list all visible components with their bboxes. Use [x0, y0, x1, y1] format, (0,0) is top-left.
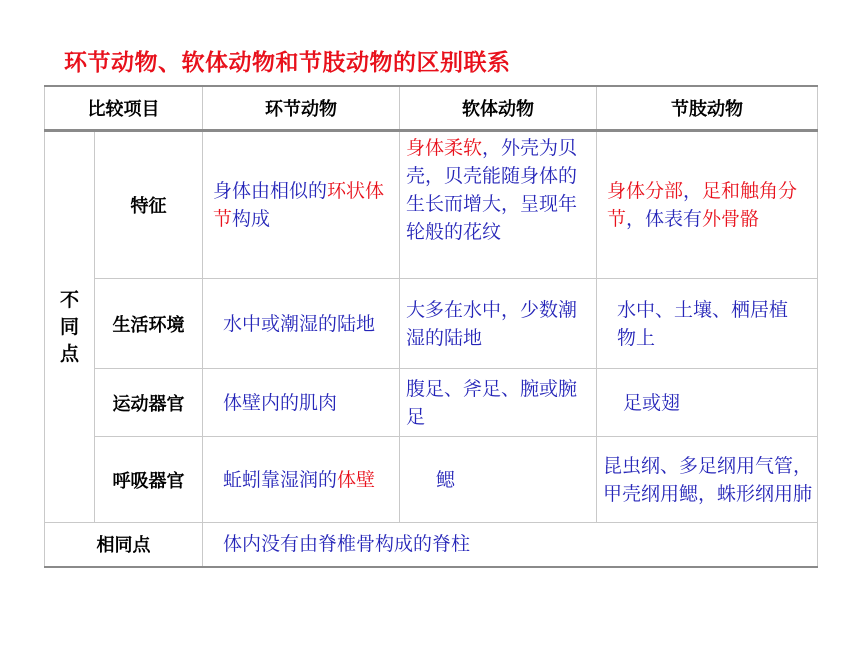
- row-label-locomotion: 运动器官: [95, 369, 203, 437]
- text-segment-highlight: 外骨骼: [702, 208, 760, 230]
- row-label-respiration: 呼吸器官: [95, 437, 203, 523]
- row-label-features: 特征: [95, 131, 203, 279]
- header-mollusc: 软体动物: [400, 86, 597, 131]
- cell-habitat-annelid: 水中或潮湿的陆地: [203, 279, 400, 369]
- cell-common-value: 体内没有由脊椎骨构成的脊柱: [203, 523, 818, 567]
- cell-features-annelid: [203, 131, 400, 279]
- group-label-char: 点: [59, 342, 79, 365]
- page-title: 环节动物、软体动物和节肢动物的区别联系: [64, 50, 511, 76]
- text-segment-highlight: 身体柔软: [406, 137, 483, 159]
- table-row-common: [45, 523, 818, 567]
- header-annelid: 环节动物: [203, 86, 400, 131]
- table-row-respiration: [45, 437, 818, 523]
- text-segment: ，体表有: [626, 208, 703, 230]
- cell-respiration-annelid: [203, 437, 400, 523]
- text-segment: 构成: [232, 208, 271, 230]
- table-header-row: [45, 86, 818, 131]
- group-label-char: 同: [59, 315, 79, 338]
- text-segment-highlight: 环: [327, 180, 347, 202]
- group-label-char: 不: [59, 288, 79, 311]
- cell-locomotion-mollusc: 腹足、斧足、腕或腕足: [400, 369, 597, 437]
- text-segment-highlight: 身体分部: [607, 180, 684, 202]
- row-label-common: 相同点: [45, 523, 203, 567]
- table-row-locomotion: [45, 369, 818, 437]
- cell-habitat-mollusc: 大多在水中，少数潮湿的陆地: [400, 279, 597, 369]
- text-segment-highlight: 体壁: [337, 468, 376, 491]
- cell-habitat-arthropod: 水中、土壤、栖居植物上: [597, 279, 818, 369]
- cell-features-mollusc: [400, 131, 597, 279]
- row-label-habitat: 生活环境: [95, 279, 203, 369]
- header-arthropod: 节肢动物: [597, 86, 818, 131]
- group-label-differences: [45, 131, 95, 523]
- table-row-habitat: [45, 279, 818, 369]
- text-segment: ，: [683, 180, 703, 202]
- cell-respiration-mollusc: 鳃: [400, 437, 597, 523]
- cell-features-arthropod: [597, 131, 818, 279]
- cell-respiration-arthropod: 昆虫纲、多足纲用气管，甲壳纲用鳃，蛛形纲用肺: [597, 437, 818, 523]
- table-row-features: [45, 131, 818, 279]
- cell-locomotion-arthropod: 足或翅: [597, 369, 818, 437]
- text-segment-highlight: 状体节: [213, 180, 385, 230]
- header-item: 比较项目: [45, 86, 203, 131]
- text-segment: 蚯蚓靠湿润的: [223, 468, 338, 491]
- cell-locomotion-annelid: 体壁内的肌肉: [203, 369, 400, 437]
- comparison-table: [44, 85, 818, 568]
- text-segment: ，外壳为贝壳，贝壳能随身体的生长而增大，呈现年轮般的花纹: [406, 137, 578, 243]
- text-segment: 身体由相似的: [213, 180, 328, 202]
- text-segment-highlight: 足和触角分节: [607, 180, 798, 230]
